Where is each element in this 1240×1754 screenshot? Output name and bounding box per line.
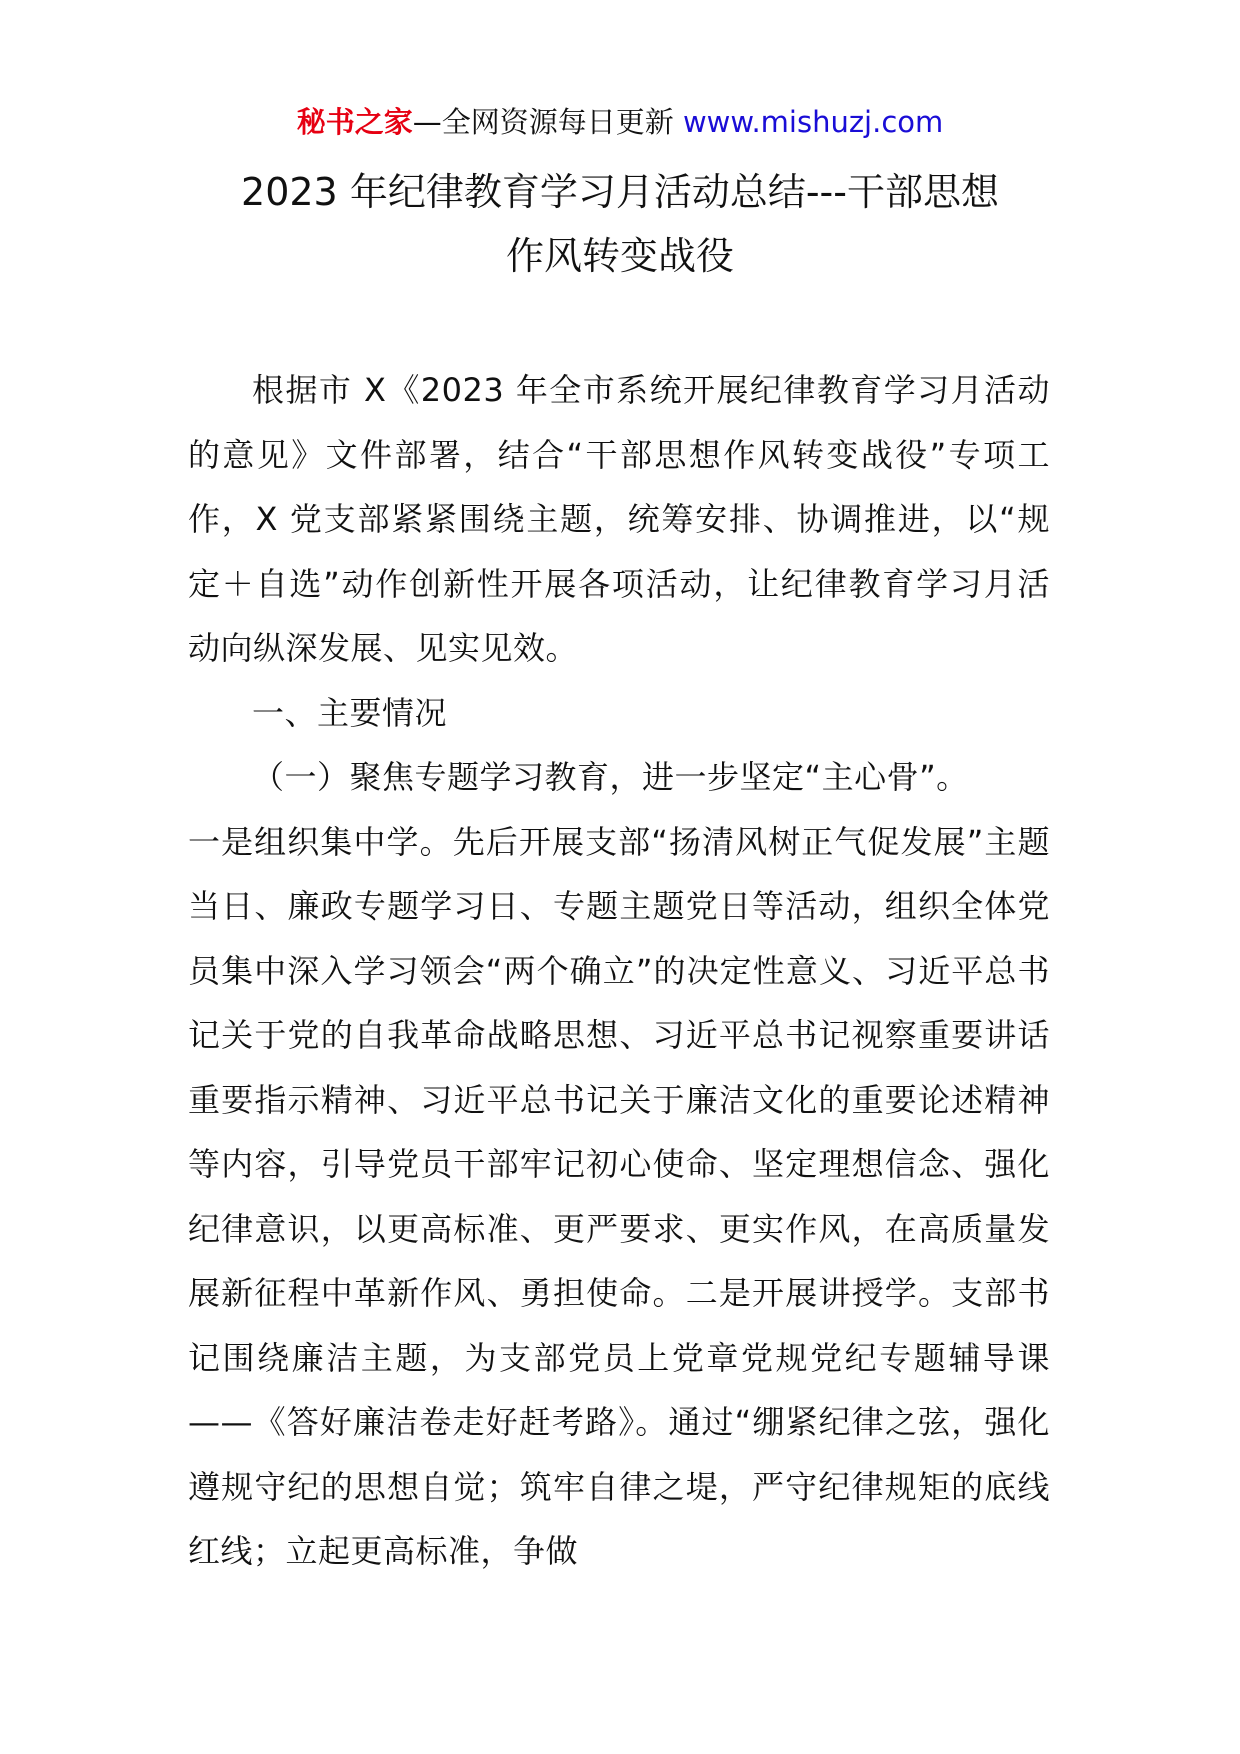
document-body bbox=[188, 358, 1050, 1584]
site-slogan: —全网资源每日更新 bbox=[412, 105, 683, 139]
intro-paragraph: 根据市 X《2023 年全市系统开展纪律教育学习月活动的意见》文件部署，结合“干部思想作风转变战役”专项工作，X 党支部紧紧围绕主题，统筹安排、协调推进，以“规定＋自选”动作创新性开展各项活动，让纪律教育学习月活动向纵深发展、见实见效。 bbox=[188, 371, 1050, 667]
document-title bbox=[190, 160, 1050, 288]
body-paragraph: 一是组织集中学。先后开展支部“扬清风树正气促发展”主题当日、廉政专题学习日、专题主题党日等活动，组织全体党员集中深入学习领会“两个确立”的决定性意义、习近平总书记关于党的自我革命战略思想、习近平总书记视察重要讲话重要指示精神、习近平总书记关于廉洁文化的重要论述精神等内容，引导党员干部牢记初心使命、坚定理想信念、强化纪律意识，以更高标准、更严要求、更实作风，在高质量发展新征程中革新作风、勇担使命。二是开展讲授学。支部书记围绕廉洁主题，为支部党员上党章党规党纪专题辅导课——《答好廉洁卷走好赶考路》。通过“绷紧纪律之弦，强化遵规守纪的思想自觉；筑牢自律之堤，严守纪律规矩的底线红线；立起更高标准，争做 bbox=[188, 822, 1050, 1570]
site-header bbox=[0, 102, 1240, 142]
title-line-1: 2023 年纪律教育学习月活动总结---干部思想 bbox=[241, 170, 999, 214]
section-heading: 一、主要情况 bbox=[252, 693, 448, 732]
site-url-link[interactable]: www.mishuzj.com bbox=[682, 105, 944, 139]
site-brand: 秘书之家 bbox=[296, 105, 413, 139]
title-line-2: 作风转变战役 bbox=[505, 234, 734, 278]
subsection-heading: （一）聚焦专题学习教育，进一步坚定“主心骨”。 bbox=[252, 758, 969, 796]
